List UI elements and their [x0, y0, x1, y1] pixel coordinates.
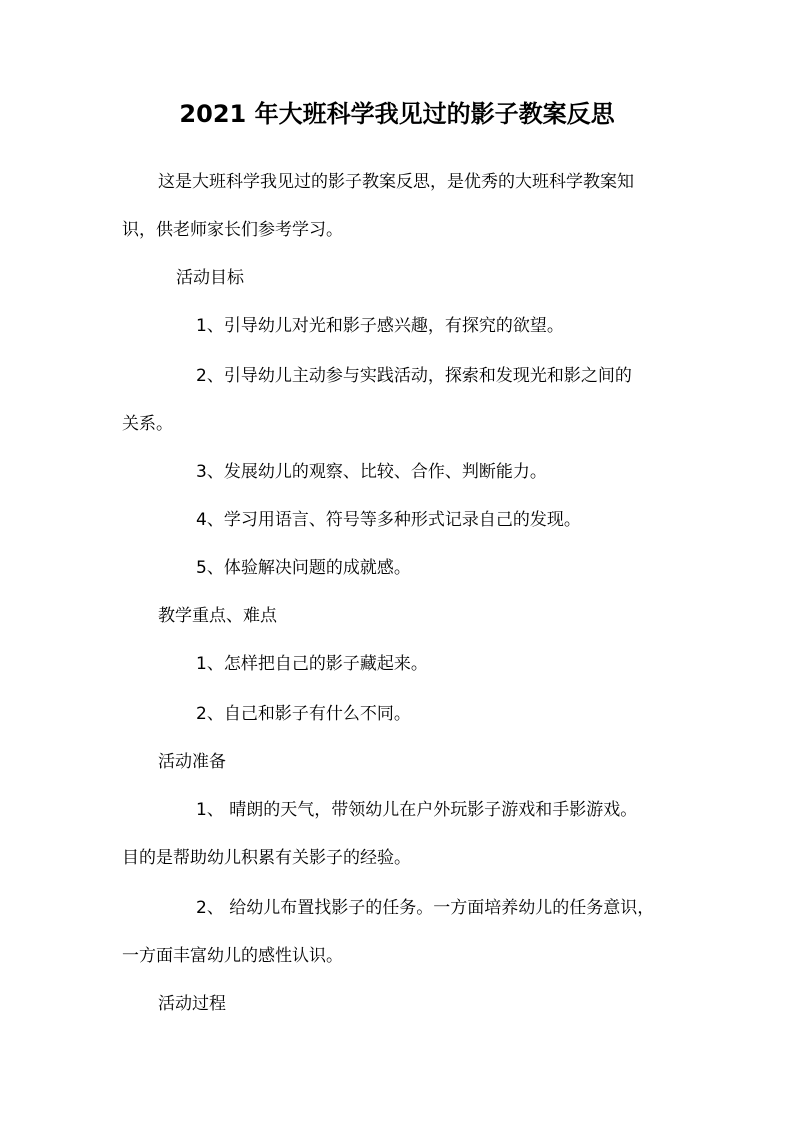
section-heading-key-points: 教学重点、难点: [158, 606, 277, 626]
goal-item-5: 5、体验解决问题的成就感。: [196, 558, 411, 578]
intro-paragraph-line-2: 识，供老师家长们参考学习。: [122, 220, 343, 240]
preparation-item-2-line-1: 2、 给幼儿布置找影子的任务。一方面培养幼儿的任务意识，: [196, 898, 655, 918]
intro-paragraph-line-1: 这是大班科学我见过的影子教案反思，是优秀的大班科学教案知: [158, 172, 634, 192]
goal-item-2-line-1: 2、引导幼儿主动参与实践活动，探索和发现光和影之间的: [196, 366, 632, 386]
key-point-item-1: 1、怎样把自己的影子藏起来。: [196, 654, 428, 674]
preparation-item-1-line-2: 目的是帮助幼儿积累有关影子的经验。: [122, 848, 411, 868]
goal-item-3: 3、发展幼儿的观察、比较、合作、判断能力。: [196, 462, 547, 482]
section-heading-activity-process: 活动过程: [158, 994, 226, 1014]
preparation-item-2-line-2: 一方面丰富幼儿的感性认识。: [122, 946, 343, 966]
key-point-item-2: 2、自己和影子有什么不同。: [196, 704, 411, 724]
preparation-item-1-line-1: 1、 晴朗的天气，带领幼儿在户外玩影子游戏和手影游戏。: [196, 800, 638, 820]
section-heading-activity-goals: 活动目标: [176, 268, 244, 288]
goal-item-4: 4、学习用语言、符号等多种形式记录自己的发现。: [196, 510, 581, 530]
goal-item-2-line-2: 关系。: [122, 414, 173, 434]
document-title: 2021 年大班科学我见过的影子教案反思: [179, 100, 615, 128]
section-heading-preparation: 活动准备: [158, 752, 226, 772]
goal-item-1: 1、引导幼儿对光和影子感兴趣，有探究的欲望。: [196, 316, 564, 336]
